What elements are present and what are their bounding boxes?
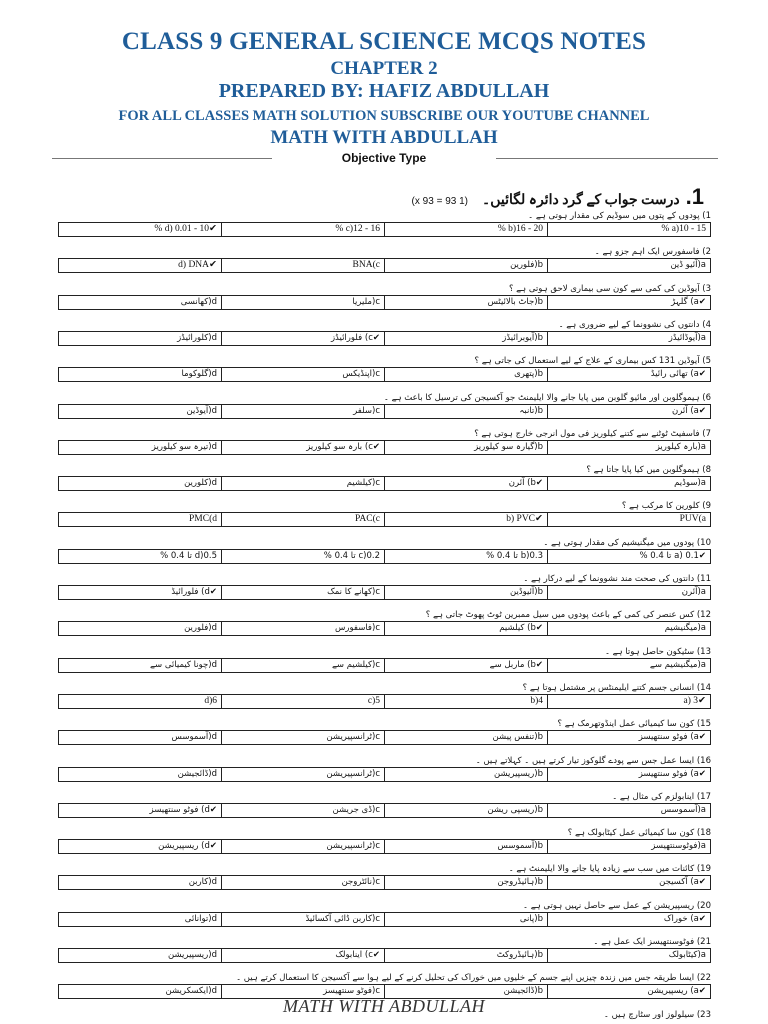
option-cell: c(ٹرانسپیریشن (221, 731, 384, 744)
option-cell: PUV(a (547, 513, 710, 526)
option-cell: a(آیوڈائیڈز (547, 332, 710, 345)
options-row (58, 585, 711, 600)
question-text: 23) سیلولوز اور سٹارچ ہیں ۔ (603, 1009, 711, 1020)
option-cell: c(کیلشیم سے (221, 659, 384, 672)
option-cell: BNA(c (221, 259, 384, 272)
options-row (58, 440, 711, 455)
options-row (58, 512, 711, 527)
option-cell: 4(b (384, 695, 547, 708)
option-cell: d(ایکسکریشن (165, 986, 217, 997)
option-cell: a(کیٹابولک (547, 949, 710, 962)
question-text: 14) انسانی جسم کتنے ایلیمنٹس پر مشتمل ہوتا ہے ؟ (522, 682, 711, 693)
options-row (58, 839, 711, 854)
question-text: 9) کلورین کا مرکب ہے ؟ (621, 501, 711, 512)
options-row (58, 730, 711, 745)
options-row (58, 621, 711, 636)
option-cell: a(فوٹوسنتھیسز (547, 840, 710, 853)
options-row (58, 803, 711, 818)
subscribe-note: FOR ALL CLASSES MATH SOLUTION SUBSCRIBE OUR YOUTUBE CHANNEL (118, 108, 650, 124)
option-cell: b(تنفس پیشن (384, 731, 547, 744)
options-row (58, 948, 711, 963)
option-cell: 0.5(d تا 0.4 % (160, 550, 217, 561)
options-row (58, 912, 711, 927)
question-text: 3) آیوڈین کی کمی سے کون سی بیماری لاحق ہوتی ہے ؟ (508, 283, 711, 294)
options-row (58, 295, 711, 310)
prepared-by: PREPARED BY: HAFIZ ABDULLAH (218, 80, 550, 102)
option-cell: a(آئیو ڈین (547, 259, 710, 272)
option-cell: a(آسموسس (547, 804, 710, 817)
question-text: 5) آیوڈین 131 کس بیماری کے علاج کے لیے استعمال کی جاتی ہے ؟ (474, 356, 711, 367)
channel-name: MATH WITH ABDULLAH (270, 127, 498, 148)
option-cell: 16 - 12(c % (221, 223, 384, 236)
option-cell: ✔b) آئرن (384, 477, 547, 490)
option-cell: ✔b) ماربل سے (384, 659, 547, 672)
option-cell: c(ملیریا (221, 296, 384, 309)
option-cell: c(کیلشیم (221, 477, 384, 490)
question-text: 8) ہیموگلوبن میں کیا پایا جاتا ہے ؟ (586, 465, 711, 476)
option-cell: a(سوڈیم (547, 477, 710, 490)
option-cell: PAC(c (221, 513, 384, 526)
option-cell: a(میگنیشیم (547, 622, 710, 635)
option-cell: 0.3(b تا 0.4 % (384, 550, 547, 563)
option-cell: ✔a) تھائی رائیڈ (547, 368, 710, 381)
option-cell: ✔a) 3 (547, 695, 710, 708)
question-text: 19) کائنات میں سب سے زیادہ پایا جانے والا ایلیمنٹ ہے ۔ (508, 864, 711, 875)
question-text: 4) دانتوں کی نشوونما کے لیے ضروری ہے ۔ (558, 319, 711, 330)
options-row (58, 331, 711, 346)
option-cell: ✔a) خوراک (547, 913, 710, 926)
option-cell: d(تیرہ سو کیلوریز (151, 441, 217, 452)
option-cell: 6(d (204, 695, 217, 706)
option-cell: 0.2(c تا 0.4 % (221, 550, 384, 563)
option-cell: ✔a) ریسپیریشن (547, 985, 710, 998)
section-instruction: درست جواب کے گرد دائرہ لگائیں۔ (482, 193, 680, 208)
option-cell: c(ٹرانسپیریشن (221, 840, 384, 853)
option-cell: c(نائٹروجن (221, 876, 384, 889)
options-row (58, 476, 711, 491)
option-cell: ✔c) اینابولک (221, 949, 384, 962)
option-cell: d(کھانسی (180, 296, 217, 307)
option-cell: d(آسموسس (171, 732, 217, 743)
options-row (58, 222, 711, 237)
question-text: 22) ایسا طریقہ جس میں زندہ چیزیں اپنے جسم کے خلیوں میں خوراک کی تحلیل کرنے کے لیے ہوا سے آکسیجن کا استعمال کرتے ہیں ۔ (236, 973, 711, 984)
section-type-label: Objective Type (341, 151, 427, 165)
option-cell: c(ٹرانسپیریشن (221, 768, 384, 781)
section-number: 1. (685, 184, 704, 209)
options-row (58, 875, 711, 890)
option-cell: a(آئرن (547, 586, 710, 599)
option-cell: c(فاسفورس (221, 622, 384, 635)
option-cell: d(توانائی (184, 913, 217, 924)
option-cell: PMC(d (189, 514, 217, 525)
option-cell: ✔c) بارہ سو کیلوریز (221, 441, 384, 454)
option-cell: d(ریسپیریشن (167, 950, 217, 960)
option-cell: c(کاربن ڈائی آکسائیڈ (221, 913, 384, 926)
option-cell: ✔d) فوٹو سنتھیسز (149, 804, 217, 815)
option-cell: a(بارہ کیلوریز (547, 441, 710, 454)
option-cell: c(کھانے کا نمک (221, 586, 384, 599)
option-cell: d(ڈائجیشن (177, 768, 217, 779)
section-marks: (1 x 93 = 93) (411, 196, 468, 207)
option-cell: ✔a) 0.1 تا 0.4 % (547, 550, 710, 563)
option-cell: b(آیوبرائیڈز (384, 332, 547, 345)
option-cell: c(فوٹو سنتھیسز (221, 985, 384, 998)
option-cell: b(جاٹ بالائیٹس (384, 296, 547, 309)
options-row (58, 694, 711, 709)
option-cell: ✔b) PVC (384, 513, 547, 526)
question-text: 20) ریسپیریشن کے عمل سے حاصل نہیں ہوتی ہے ۔ (523, 900, 711, 911)
option-cell: ✔c) فلورائیڈز (221, 332, 384, 345)
option-cell: b(گیارہ سو کیلوریز (384, 441, 547, 454)
option-cell: c(اپنڈیکس (221, 368, 384, 381)
question-text: 11) دانتوں کی صحت مند نشوونما کے لیے درکار ہے ۔ (523, 574, 711, 584)
question-text: 16) ایسا عمل جس سے پودے گلوکوز تیار کرتے ہیں ۔ کہلاتے ہیں ۔ (475, 755, 711, 766)
option-cell: d(کلورائیڈز (177, 332, 217, 343)
chapter-label: CHAPTER 2 (330, 58, 438, 79)
option-cell: ✔a) آکسیجن (547, 876, 710, 889)
question-text: 1) پودوں کے پتوں میں سوڈیم کی مقدار ہوتی ہے ۔ (528, 211, 711, 221)
option-cell: a(میگنیشیم سے (547, 659, 710, 672)
option-cell: ✔d) 0.01 - 10 % (154, 224, 217, 234)
option-cell: 5(c (221, 695, 384, 708)
question-text: 13) سٹیکون حاصل ہوتا ہے ۔ (604, 646, 711, 657)
option-cell: b(آئیوڈین (384, 586, 547, 599)
option-cell: c(ڈی جریشن (221, 804, 384, 817)
option-cell: ✔a) گلہڑ (547, 296, 710, 309)
options-row (58, 367, 711, 382)
option-cell: b(ریسپی ریشن (384, 804, 547, 817)
question-text: 10) پودوں میں میگنیشیم کی مقدار ہوتی ہے ۔ (543, 537, 711, 548)
option-cell: d(آیوڈین (186, 405, 217, 416)
option-cell: b(تانبہ (384, 405, 547, 418)
question-text: 18) کون سا کیمیائی عمل کیٹابولک ہے ؟ (567, 828, 711, 839)
option-cell: b(ریسپیریشن (384, 768, 547, 781)
footer-channel: MATH WITH ABDULLAH (282, 996, 485, 1016)
option-cell: d(گلوکوما (181, 369, 217, 380)
question-text: 21) فوٹوسنتھیسز ایک عمل ہے ۔ (593, 937, 711, 947)
options-row (58, 404, 711, 419)
option-cell: ✔a) فوٹو سنتھیسز (547, 768, 710, 781)
section-heading (412, 184, 704, 210)
option-cell: c(سلفر (221, 405, 384, 418)
question-text: 2) فاسفورس ایک اہم جزو ہے ۔ (594, 247, 711, 258)
option-cell: ✔d) ریسپیریشن (158, 841, 217, 852)
option-cell: ✔d) DNA (178, 260, 217, 271)
option-cell: 15 - 10(a % (547, 223, 710, 236)
option-cell: b(پتھری (384, 368, 547, 381)
option-cell: ✔a) فوٹو سنتھیسز (547, 731, 710, 744)
option-cell: 20 - 16(b % (384, 223, 547, 236)
question-text: 7) فاسفیٹ ٹوٹنے سے کتنے کیلوریز فی مول انرجی خارج ہوتی ہے ؟ (474, 428, 711, 439)
option-cell: b(فلورین (384, 259, 547, 272)
option-cell: b(ڈائجیشن (384, 985, 547, 998)
question-text: 17) اینابولزم کی مثال ہے ۔ (612, 791, 711, 802)
question-text: 6) ہیموگلوبن اور مائیو گلوبن میں پایا جانے والا ایلیمنٹ جو آکسیجن کی ترسیل کا باعث ہے ۔ (383, 392, 711, 403)
option-cell: d(فلورین (184, 623, 217, 634)
options-row (58, 658, 711, 673)
question-text: 15) کون سا کیمیائی عمل اینڈوتھرمک ہے ؟ (557, 719, 711, 730)
option-cell: d(چونا کیمیائی سے (150, 659, 217, 670)
option-cell: ✔d) فلورائیڈ (171, 587, 217, 597)
question-text: 12) کس عنصر کی کمی کے باعث پودوں میں سیل ممبرین ٹوٹ پھوٹ جاتی ہے ؟ (425, 610, 711, 621)
option-cell: ✔a) آئرن (547, 405, 710, 418)
option-cell: d(کلورین (184, 478, 217, 489)
option-cell: b(پانی (384, 913, 547, 926)
option-cell: b(آسموسس (384, 840, 547, 853)
option-cell: b(ہائیڈروکٹ (384, 949, 547, 962)
options-row (58, 258, 711, 273)
document-title: CLASS 9 GENERAL SCIENCE MCQS NOTES (121, 28, 647, 55)
option-cell: d(کاربن (188, 877, 217, 888)
option-cell: ✔b) کیلشیم (384, 622, 547, 635)
option-cell: b(ہائیڈروجن (384, 876, 547, 889)
divider-right (496, 158, 718, 159)
options-row (58, 549, 711, 564)
options-row (58, 767, 711, 782)
